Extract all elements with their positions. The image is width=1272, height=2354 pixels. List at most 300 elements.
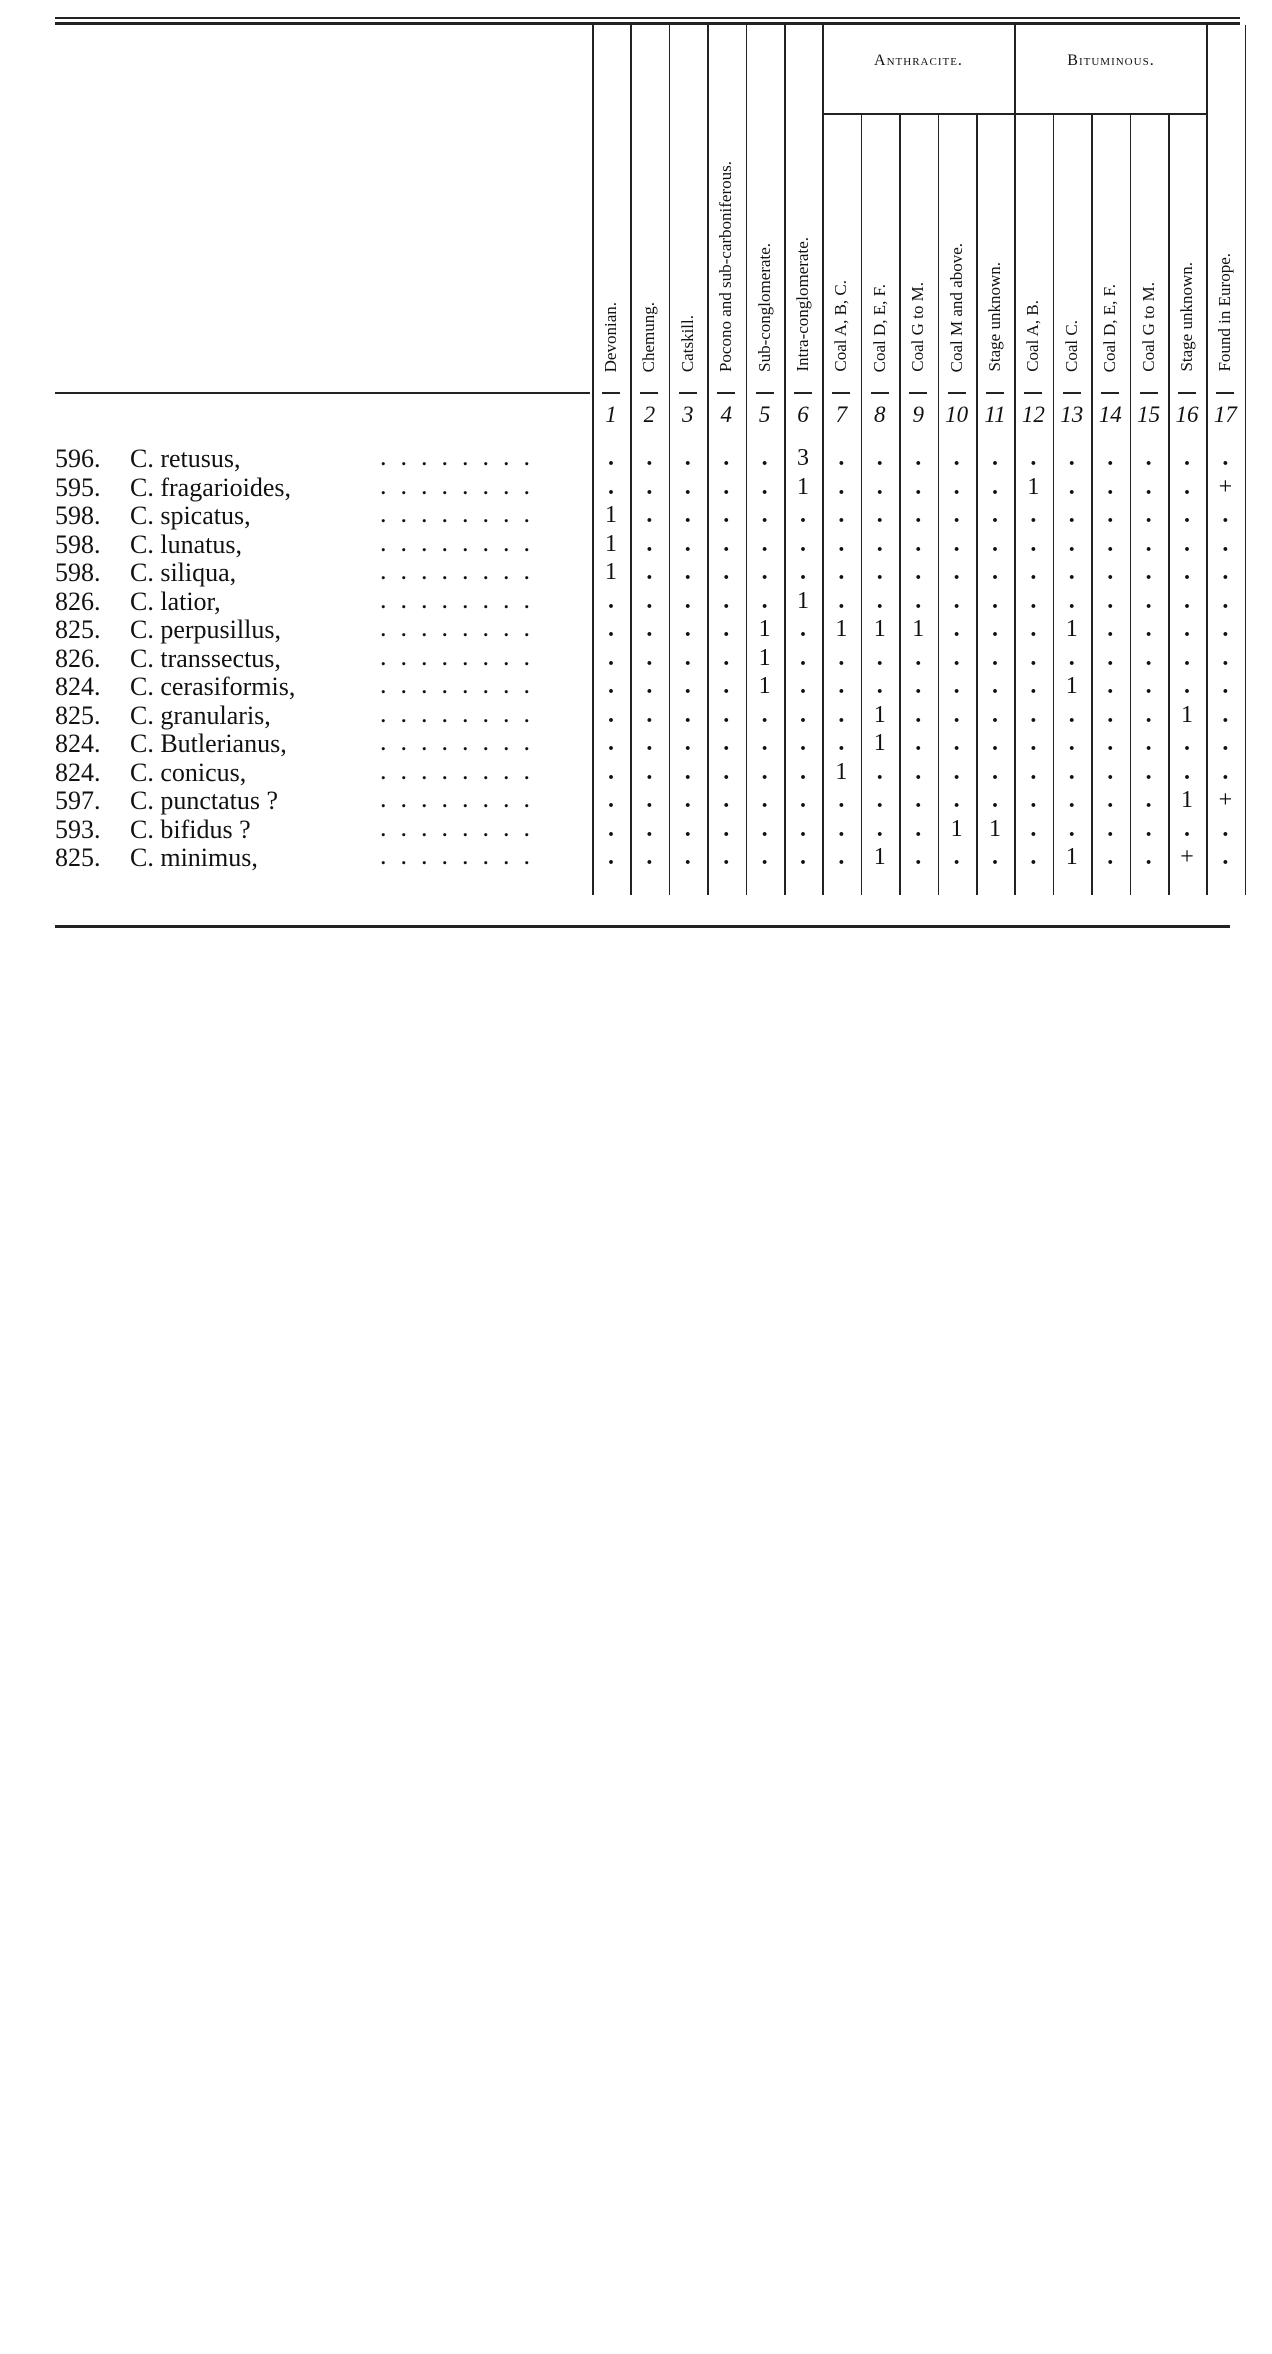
- cell: .: [876, 758, 883, 785]
- page-number: 825.: [55, 700, 101, 730]
- column-number-rule: [717, 392, 735, 394]
- cell: .: [1068, 644, 1075, 671]
- cell: .: [646, 787, 653, 813]
- cell: 3: [797, 445, 809, 471]
- cell: .: [876, 502, 883, 528]
- cell: .: [761, 445, 768, 471]
- cell: .: [1145, 445, 1152, 471]
- cell: .: [684, 787, 691, 813]
- cell: .: [646, 844, 653, 870]
- cell: .: [838, 530, 845, 557]
- cell: .: [684, 644, 691, 671]
- cell: .: [608, 787, 614, 813]
- cell: .: [1145, 730, 1152, 756]
- cell: .: [646, 758, 653, 785]
- cell: .: [723, 844, 730, 870]
- cell: .: [1107, 673, 1114, 699]
- cell: .: [1222, 559, 1229, 585]
- cell: 1: [950, 815, 963, 842]
- cell: .: [1222, 502, 1229, 528]
- cell: .: [1145, 559, 1152, 585]
- cell: .: [1145, 673, 1152, 699]
- cell: .: [1030, 758, 1037, 785]
- cell: .: [684, 844, 691, 870]
- cell: .: [1145, 587, 1152, 614]
- column-header: Stage unknown.: [985, 262, 1004, 372]
- cell: 1: [758, 644, 771, 671]
- cell: .: [800, 701, 806, 728]
- cell: .: [800, 787, 806, 813]
- column-number-rule: [794, 392, 812, 394]
- cell: .: [608, 701, 614, 728]
- group-anthracite: Anthracite.: [874, 52, 963, 69]
- cell: 1: [835, 616, 848, 642]
- cell: .: [1184, 445, 1190, 471]
- cell: 1: [873, 844, 886, 870]
- column-header: Coal D, E, F.: [869, 283, 889, 372]
- cell: .: [992, 559, 998, 585]
- column-header: Pocono and sub-carboniferous.: [716, 160, 736, 372]
- cell: .: [1222, 644, 1229, 671]
- column-header: Coal G to M.: [908, 282, 928, 372]
- cell: .: [1222, 701, 1229, 728]
- cell: .: [992, 473, 998, 500]
- cell: 1: [758, 673, 771, 699]
- cell: .: [915, 701, 922, 728]
- cell: .: [1107, 559, 1114, 585]
- column-number: 5: [758, 402, 771, 427]
- cell: .: [1222, 445, 1229, 471]
- cell: .: [684, 502, 691, 528]
- cell: .: [608, 673, 614, 699]
- table-row: [55, 672, 295, 701]
- cell: .: [1030, 730, 1037, 756]
- cell: 1: [1065, 616, 1078, 642]
- cell: .: [1030, 502, 1037, 528]
- page-number: 826.: [55, 643, 101, 673]
- cell: .: [838, 587, 845, 614]
- cell: .: [800, 559, 806, 585]
- cell: .: [1030, 445, 1037, 471]
- cell: .: [838, 701, 845, 728]
- table-row: [55, 530, 242, 559]
- column-number-rule: [1024, 392, 1042, 394]
- cell: .: [1068, 559, 1075, 585]
- cell: .: [1145, 787, 1152, 813]
- cell: .: [646, 587, 653, 614]
- cell: .: [992, 701, 998, 728]
- cell: .: [953, 844, 960, 870]
- column-number-rule: [1178, 392, 1196, 394]
- column-header: Intra-conglomerate.: [793, 237, 812, 372]
- cell: .: [1030, 844, 1037, 870]
- cell: 1: [797, 587, 809, 614]
- cell: .: [915, 473, 922, 500]
- cell: .: [608, 815, 614, 842]
- column-header: Coal C.: [1061, 320, 1081, 372]
- cell: .: [1184, 530, 1190, 557]
- cell: .: [915, 844, 922, 870]
- cell: .: [1145, 758, 1152, 785]
- cell: .: [876, 815, 883, 842]
- cell: .: [684, 815, 691, 842]
- species-name: C. bifidus ?: [130, 814, 251, 844]
- table-row: [55, 701, 271, 730]
- table-row: [55, 758, 246, 787]
- column-number-rule: [640, 392, 658, 394]
- leader-dots: ........: [380, 698, 544, 728]
- cell: .: [1030, 701, 1037, 728]
- cell: 1: [1181, 701, 1193, 728]
- column-number: 14: [1098, 402, 1122, 427]
- column-number-rule: [986, 392, 1004, 394]
- cell: .: [800, 730, 806, 756]
- cell: .: [800, 616, 806, 642]
- cell: .: [953, 502, 960, 528]
- page-number: 824.: [55, 757, 101, 787]
- cell: .: [1222, 616, 1229, 642]
- cell: .: [1145, 815, 1152, 842]
- leader-dots: ........: [380, 442, 544, 471]
- cell: .: [761, 530, 768, 557]
- cell: .: [1145, 616, 1152, 642]
- cell: .: [761, 815, 768, 842]
- cell: .: [684, 587, 691, 614]
- cell: .: [684, 616, 691, 642]
- cell: .: [1107, 787, 1114, 813]
- cell: .: [1145, 530, 1152, 557]
- cell: .: [1030, 673, 1037, 699]
- cell: .: [876, 644, 883, 671]
- cell: .: [1145, 473, 1152, 500]
- cell: .: [953, 530, 960, 557]
- table-row: [55, 729, 287, 758]
- cell: .: [915, 587, 922, 614]
- cell: .: [876, 445, 883, 471]
- cell: .: [992, 530, 998, 557]
- species-name: C. granularis,: [130, 700, 271, 730]
- column-number: 12: [1021, 402, 1045, 427]
- cell: .: [608, 445, 614, 471]
- table-row: [55, 644, 281, 673]
- page-number: 598.: [55, 558, 101, 587]
- column-number-rule: [602, 392, 620, 394]
- cell: .: [684, 530, 691, 557]
- cell: .: [1107, 502, 1114, 528]
- cell: .: [1184, 559, 1190, 585]
- cell: .: [1030, 815, 1037, 842]
- column-number: 7: [835, 402, 848, 427]
- cell: .: [761, 730, 768, 756]
- cell: .: [608, 730, 614, 756]
- table-row: [55, 615, 281, 644]
- cell: .: [915, 559, 922, 585]
- leader-dots: ........: [380, 841, 544, 870]
- cell: .: [723, 530, 730, 557]
- cell: .: [992, 730, 998, 756]
- column-number-rule: [871, 392, 889, 394]
- column-number-rule: [1216, 392, 1234, 394]
- cell: .: [1184, 673, 1190, 699]
- cell: .: [608, 473, 614, 500]
- cell: .: [800, 673, 806, 699]
- cell: .: [1184, 730, 1190, 756]
- leader-dots: ........: [380, 470, 544, 500]
- cell: .: [992, 787, 998, 813]
- cell: .: [1030, 530, 1037, 557]
- leader-dots: ........: [380, 755, 544, 785]
- cell: .: [723, 559, 730, 585]
- cell: .: [838, 473, 845, 500]
- cell: .: [953, 559, 960, 585]
- column-number: 17: [1213, 402, 1237, 427]
- cell: .: [838, 844, 845, 870]
- species-name: C. conicus,: [130, 757, 247, 787]
- table-row: [55, 501, 251, 530]
- cell: .: [646, 530, 653, 557]
- cell: .: [992, 587, 998, 614]
- cell: .: [915, 815, 922, 842]
- cell: .: [915, 530, 922, 557]
- cell: .: [1068, 815, 1075, 842]
- cell: +: [1180, 844, 1194, 870]
- cell: .: [1184, 815, 1190, 842]
- cell: .: [1030, 616, 1037, 642]
- table-row: [55, 786, 278, 815]
- cell: .: [800, 530, 806, 557]
- cell: .: [876, 530, 883, 557]
- cell: .: [992, 644, 998, 671]
- cell: .: [1068, 758, 1075, 785]
- cell: .: [684, 701, 691, 728]
- species-name: C. lunatus,: [130, 529, 242, 559]
- table-row: [55, 558, 236, 587]
- table-row: [55, 444, 241, 473]
- table-row: [55, 843, 258, 872]
- cell: .: [953, 758, 960, 785]
- header-bottom-rule: [55, 392, 590, 394]
- leader-dots: ........: [380, 670, 544, 699]
- cell: .: [1107, 473, 1114, 500]
- cell: 1: [605, 502, 617, 528]
- cell: 1: [835, 758, 848, 785]
- cell: .: [1068, 445, 1075, 471]
- cell: .: [646, 616, 653, 642]
- leader-dots: ........: [380, 812, 544, 842]
- cell: .: [723, 787, 730, 813]
- cell: .: [876, 673, 883, 699]
- cell: .: [608, 644, 614, 671]
- cell: .: [761, 587, 768, 614]
- cell: .: [876, 787, 883, 813]
- cell: .: [800, 815, 806, 842]
- cell: .: [953, 673, 960, 699]
- column-number-rule: [1063, 392, 1081, 394]
- group-bituminous: Bituminous.: [1067, 52, 1155, 69]
- cell: .: [1030, 587, 1037, 614]
- cell: .: [646, 445, 653, 471]
- cell: .: [608, 844, 614, 870]
- cell: 1: [758, 616, 771, 642]
- cell: .: [953, 701, 960, 728]
- cell: .: [915, 758, 922, 785]
- page-number: 826.: [55, 586, 101, 616]
- cell: 1: [605, 530, 617, 557]
- cell: .: [992, 445, 998, 471]
- cell: .: [723, 815, 730, 842]
- cell: 1: [1181, 787, 1193, 813]
- cell: .: [992, 844, 998, 870]
- cell: .: [684, 673, 691, 699]
- page-number: 824.: [55, 672, 101, 701]
- cell: .: [1107, 445, 1114, 471]
- cell: .: [915, 445, 922, 471]
- page-number: 596.: [55, 444, 101, 473]
- cell: .: [646, 673, 653, 699]
- cell: .: [915, 644, 922, 671]
- cell: .: [1145, 844, 1152, 870]
- cell: .: [1107, 815, 1114, 842]
- cell: .: [761, 787, 768, 813]
- leader-dots: ........: [380, 556, 544, 585]
- page-number: 824.: [55, 729, 101, 758]
- cell: .: [761, 844, 768, 870]
- cell: .: [1184, 473, 1190, 500]
- species-name: C. retusus,: [130, 444, 241, 473]
- cell: .: [1107, 758, 1114, 785]
- cell: .: [761, 559, 768, 585]
- cell: .: [800, 758, 806, 785]
- cell: .: [1184, 758, 1190, 785]
- species-name: C. siliqua,: [130, 558, 237, 587]
- column-header: Coal A, B, C.: [831, 280, 851, 372]
- cell: .: [1107, 530, 1114, 557]
- column-header: Chemung.: [639, 301, 659, 372]
- page-number: 593.: [55, 814, 101, 844]
- species-name: C. punctatus ?: [130, 786, 279, 815]
- cell: .: [723, 758, 730, 785]
- column-number-rule: [1101, 392, 1119, 394]
- cell: .: [1184, 616, 1190, 642]
- cell: 1: [912, 616, 925, 642]
- cell: .: [684, 758, 691, 785]
- species-name: C. perpusillus,: [130, 615, 281, 644]
- leader-dots: ........: [380, 613, 544, 642]
- cell: .: [992, 616, 998, 642]
- cell: .: [1030, 787, 1037, 813]
- cell: .: [723, 445, 730, 471]
- column-header: Coal M and above.: [946, 242, 966, 372]
- cell: .: [646, 815, 653, 842]
- cell: .: [646, 473, 653, 500]
- column-header: Sub-conglomerate.: [754, 243, 774, 372]
- species-name: C. spicatus,: [130, 501, 251, 530]
- cell: .: [684, 445, 691, 471]
- cell: .: [876, 587, 883, 614]
- species-name: C. cerasiformis,: [130, 672, 296, 701]
- cell: .: [1107, 587, 1114, 614]
- cell: .: [1030, 644, 1037, 671]
- column-number: 16: [1175, 402, 1199, 427]
- cell: 1: [989, 815, 1001, 842]
- page-number: 825.: [55, 615, 101, 644]
- cell: .: [800, 502, 806, 528]
- column-number: 10: [945, 402, 969, 427]
- cell: .: [761, 701, 768, 728]
- cell: .: [684, 730, 691, 756]
- cell: .: [646, 730, 653, 756]
- cell: .: [723, 644, 730, 671]
- page-number: 598.: [55, 501, 101, 530]
- cell: 1: [873, 730, 886, 756]
- column-header: Coal D, E, F.: [1100, 283, 1120, 372]
- cell: .: [992, 502, 998, 528]
- column-header: Coal A, B.: [1023, 300, 1043, 372]
- table-row: [55, 587, 221, 616]
- table-row: [55, 473, 291, 502]
- cell: .: [838, 644, 845, 671]
- column-number-rule: [1140, 392, 1158, 394]
- column-header: Devonian.: [601, 301, 620, 372]
- cell: .: [915, 502, 922, 528]
- cell: .: [723, 730, 730, 756]
- cell: .: [800, 644, 806, 671]
- cell: .: [1184, 587, 1190, 614]
- cell: .: [761, 502, 768, 528]
- cell: .: [953, 445, 960, 471]
- cell: .: [1068, 730, 1075, 756]
- page-number: 598.: [55, 529, 101, 559]
- leader-dots: ........: [380, 727, 544, 756]
- cell: .: [646, 701, 653, 728]
- leader-dots: ........: [380, 784, 544, 813]
- leader-dots: ........: [380, 499, 544, 528]
- cell: .: [723, 502, 730, 528]
- top-rule: [55, 17, 1240, 19]
- cell: .: [1068, 787, 1075, 813]
- bottom-rule: [55, 925, 1230, 928]
- cell: .: [915, 673, 922, 699]
- column-header: Coal G to M.: [1138, 282, 1158, 372]
- cell: +: [1218, 473, 1233, 500]
- cell: .: [1222, 815, 1229, 842]
- cell: .: [838, 502, 845, 528]
- cell: .: [838, 673, 845, 699]
- cell: .: [953, 587, 960, 614]
- cell: .: [1184, 644, 1190, 671]
- table-row: [55, 815, 251, 844]
- cell: 1: [605, 559, 617, 585]
- cell: .: [684, 473, 691, 500]
- cell: .: [953, 644, 960, 671]
- cell: .: [1030, 559, 1037, 585]
- cell: .: [1222, 758, 1229, 785]
- top-rule-thick: [55, 22, 1240, 25]
- column-number: 3: [682, 402, 694, 427]
- column-number-rule: [679, 392, 697, 394]
- cell: .: [723, 673, 730, 699]
- cell: .: [723, 587, 730, 614]
- column-number: 4: [720, 402, 732, 427]
- column-number-rule: [948, 392, 966, 394]
- cell: .: [1222, 730, 1229, 756]
- leader-dots: ........: [380, 527, 544, 557]
- cell: .: [838, 815, 845, 842]
- cell: .: [1068, 587, 1075, 614]
- species-name: C. fragarioides,: [130, 472, 292, 502]
- page-number: 597.: [55, 786, 101, 815]
- page-number: 825.: [55, 843, 101, 872]
